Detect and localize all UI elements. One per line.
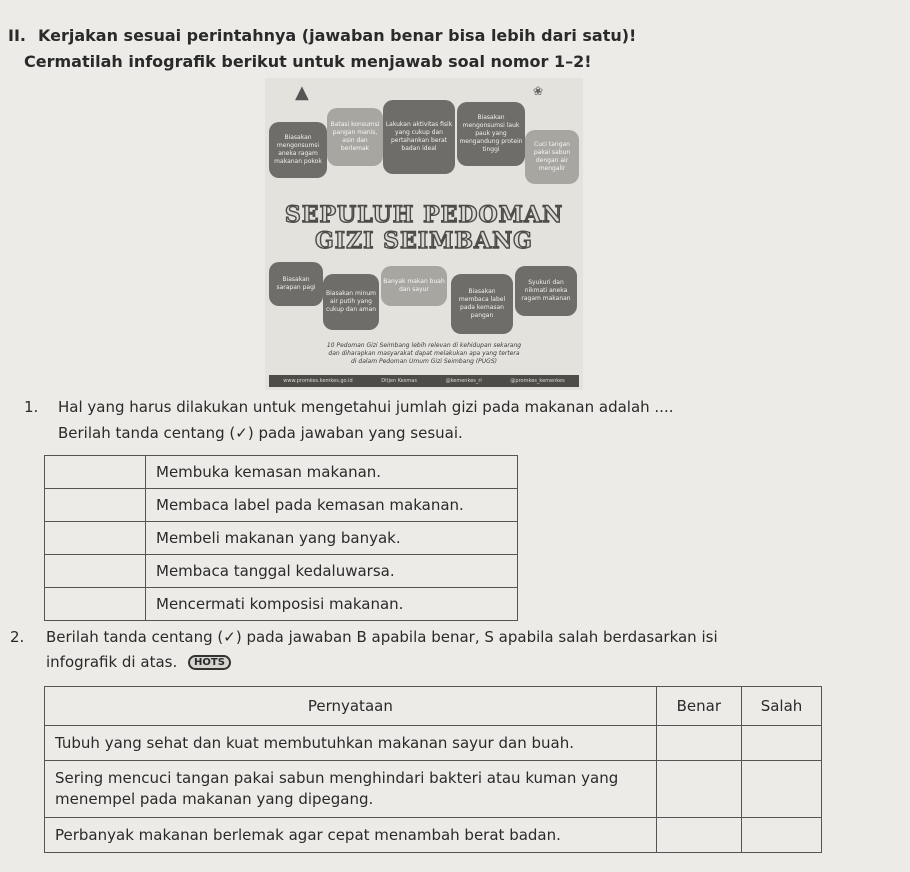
q2-number: 2. — [10, 628, 25, 646]
table-row — [45, 456, 518, 489]
checkbox-cell[interactable] — [45, 588, 146, 621]
info-top-item-2: Batasi konsumsi pangan manis, asin dan berlemak — [327, 108, 383, 166]
q1-text: Hal yang harus dilakukan untuk mengetahui jumlah gizi pada makanan adalah .... — [58, 398, 674, 416]
checkbox-cell[interactable] — [45, 456, 146, 489]
statement-text: Tubuh yang sehat dan kuat membutuhkan makanan sayur dan buah. — [45, 726, 657, 761]
option-text: Membuka kemasan makanan. — [146, 456, 518, 489]
infographic-footer — [269, 375, 579, 387]
section-instruction: Kerjakan sesuai perintahnya (jawaban benar bisa lebih dari satu)! — [38, 26, 637, 45]
table-row — [45, 522, 518, 555]
infographic-caption-1: 10 Pedoman Gizi Seimbang lebih relevan di kehidupan sekarang — [326, 342, 522, 349]
option-text: Membaca label pada kemasan makanan. — [146, 489, 518, 522]
true-checkbox-cell[interactable] — [656, 761, 741, 818]
q1-number: 1. — [24, 398, 39, 416]
q2-text-line2: infografik di atas. — [46, 653, 178, 671]
header-true: Benar — [656, 687, 741, 726]
gizi-seimbang-infographic — [265, 78, 583, 390]
infographic-caption-3: di dalam Pedoman Umum Gizi Seimbang (PUGS) — [351, 358, 497, 365]
info-bottom-item-4: Biasakan membaca label pada kemasan pangan — [451, 274, 513, 334]
info-top-item-5: Cuci tangan pakai sabun dengan air mengalir — [525, 130, 579, 184]
megaphone-icon: ▲ — [295, 82, 309, 103]
checkbox-cell[interactable] — [45, 522, 146, 555]
infographic-title-line1: SEPULUH PEDOMAN — [284, 202, 564, 228]
header-statement: Pernyataan — [45, 687, 657, 726]
info-top-item-3: Lakukan aktivitas fisik yang cukup dan pertahankan berat badan ideal — [383, 100, 455, 174]
infographic-title-line2: GIZI SEIMBANG — [315, 228, 533, 254]
option-text: Mencermati komposisi makanan. — [146, 588, 518, 621]
info-top-item-4: Biasakan mengonsumsi lauk pauk yang mengandung protein tinggi — [457, 102, 525, 166]
false-checkbox-cell[interactable] — [741, 761, 821, 818]
header-false: Salah — [741, 687, 821, 726]
info-bottom-item-2: Biasakan minum air putih yang cukup dan aman — [323, 274, 379, 330]
q2-text: Berilah tanda centang (✓) pada jawaban B apabila benar, S apabila salah berdasarkan isi — [46, 628, 718, 646]
q1-options-table — [44, 455, 518, 621]
q1-instruction: Berilah tanda centang (✓) pada jawaban yang sesuai. — [58, 424, 463, 442]
info-bottom-item-3: Banyak makan buah dan sayur — [381, 266, 447, 306]
footer-website: www.promkes.kemkes.go.id — [283, 378, 353, 384]
footer-facebook: Ditjen Kesmas — [381, 378, 417, 384]
hots-badge: HOTS — [188, 655, 231, 670]
q2-statements-table — [44, 686, 822, 853]
info-top-item-1: Biasakan mengonsumsi aneka ragam makanan pokok — [269, 122, 327, 178]
kemenkes-logo-icon: ❀ — [533, 84, 544, 98]
infographic-caption-2: dan diharapkan masyarakat dapat melakukan apa yang tertera — [328, 350, 520, 357]
table-row — [45, 818, 822, 853]
section-number: II. — [8, 26, 26, 45]
section-subinstruction: Cermatilah infografik berikut untuk menjawab soal nomor 1–2! — [24, 52, 592, 71]
table-header-row — [45, 687, 822, 726]
info-bottom-item-5: Syukuri dan nikmati aneka ragam makanan — [515, 266, 577, 316]
checkbox-cell[interactable] — [45, 555, 146, 588]
option-text: Membeli makanan yang banyak. — [146, 522, 518, 555]
footer-instagram: @promkes_kemenkes — [510, 378, 565, 384]
table-row — [45, 489, 518, 522]
option-text: Membaca tanggal kedaluwarsa. — [146, 555, 518, 588]
statement-text: Perbanyak makanan berlemak agar cepat menambah berat badan. — [45, 818, 657, 853]
statement-text: Sering mencuci tangan pakai sabun menghindari bakteri atau kuman yang menempel pada makanan yang dipegang. — [45, 761, 657, 818]
true-checkbox-cell[interactable] — [656, 818, 741, 853]
table-row — [45, 588, 518, 621]
false-checkbox-cell[interactable] — [741, 726, 821, 761]
false-checkbox-cell[interactable] — [741, 818, 821, 853]
info-bottom-item-1: Biasakan sarapan pagi — [269, 262, 323, 306]
true-checkbox-cell[interactable] — [656, 726, 741, 761]
table-row — [45, 726, 822, 761]
table-row — [45, 761, 822, 818]
checkbox-cell[interactable] — [45, 489, 146, 522]
footer-twitter: @kemenkes_ri — [445, 378, 482, 384]
table-row — [45, 555, 518, 588]
